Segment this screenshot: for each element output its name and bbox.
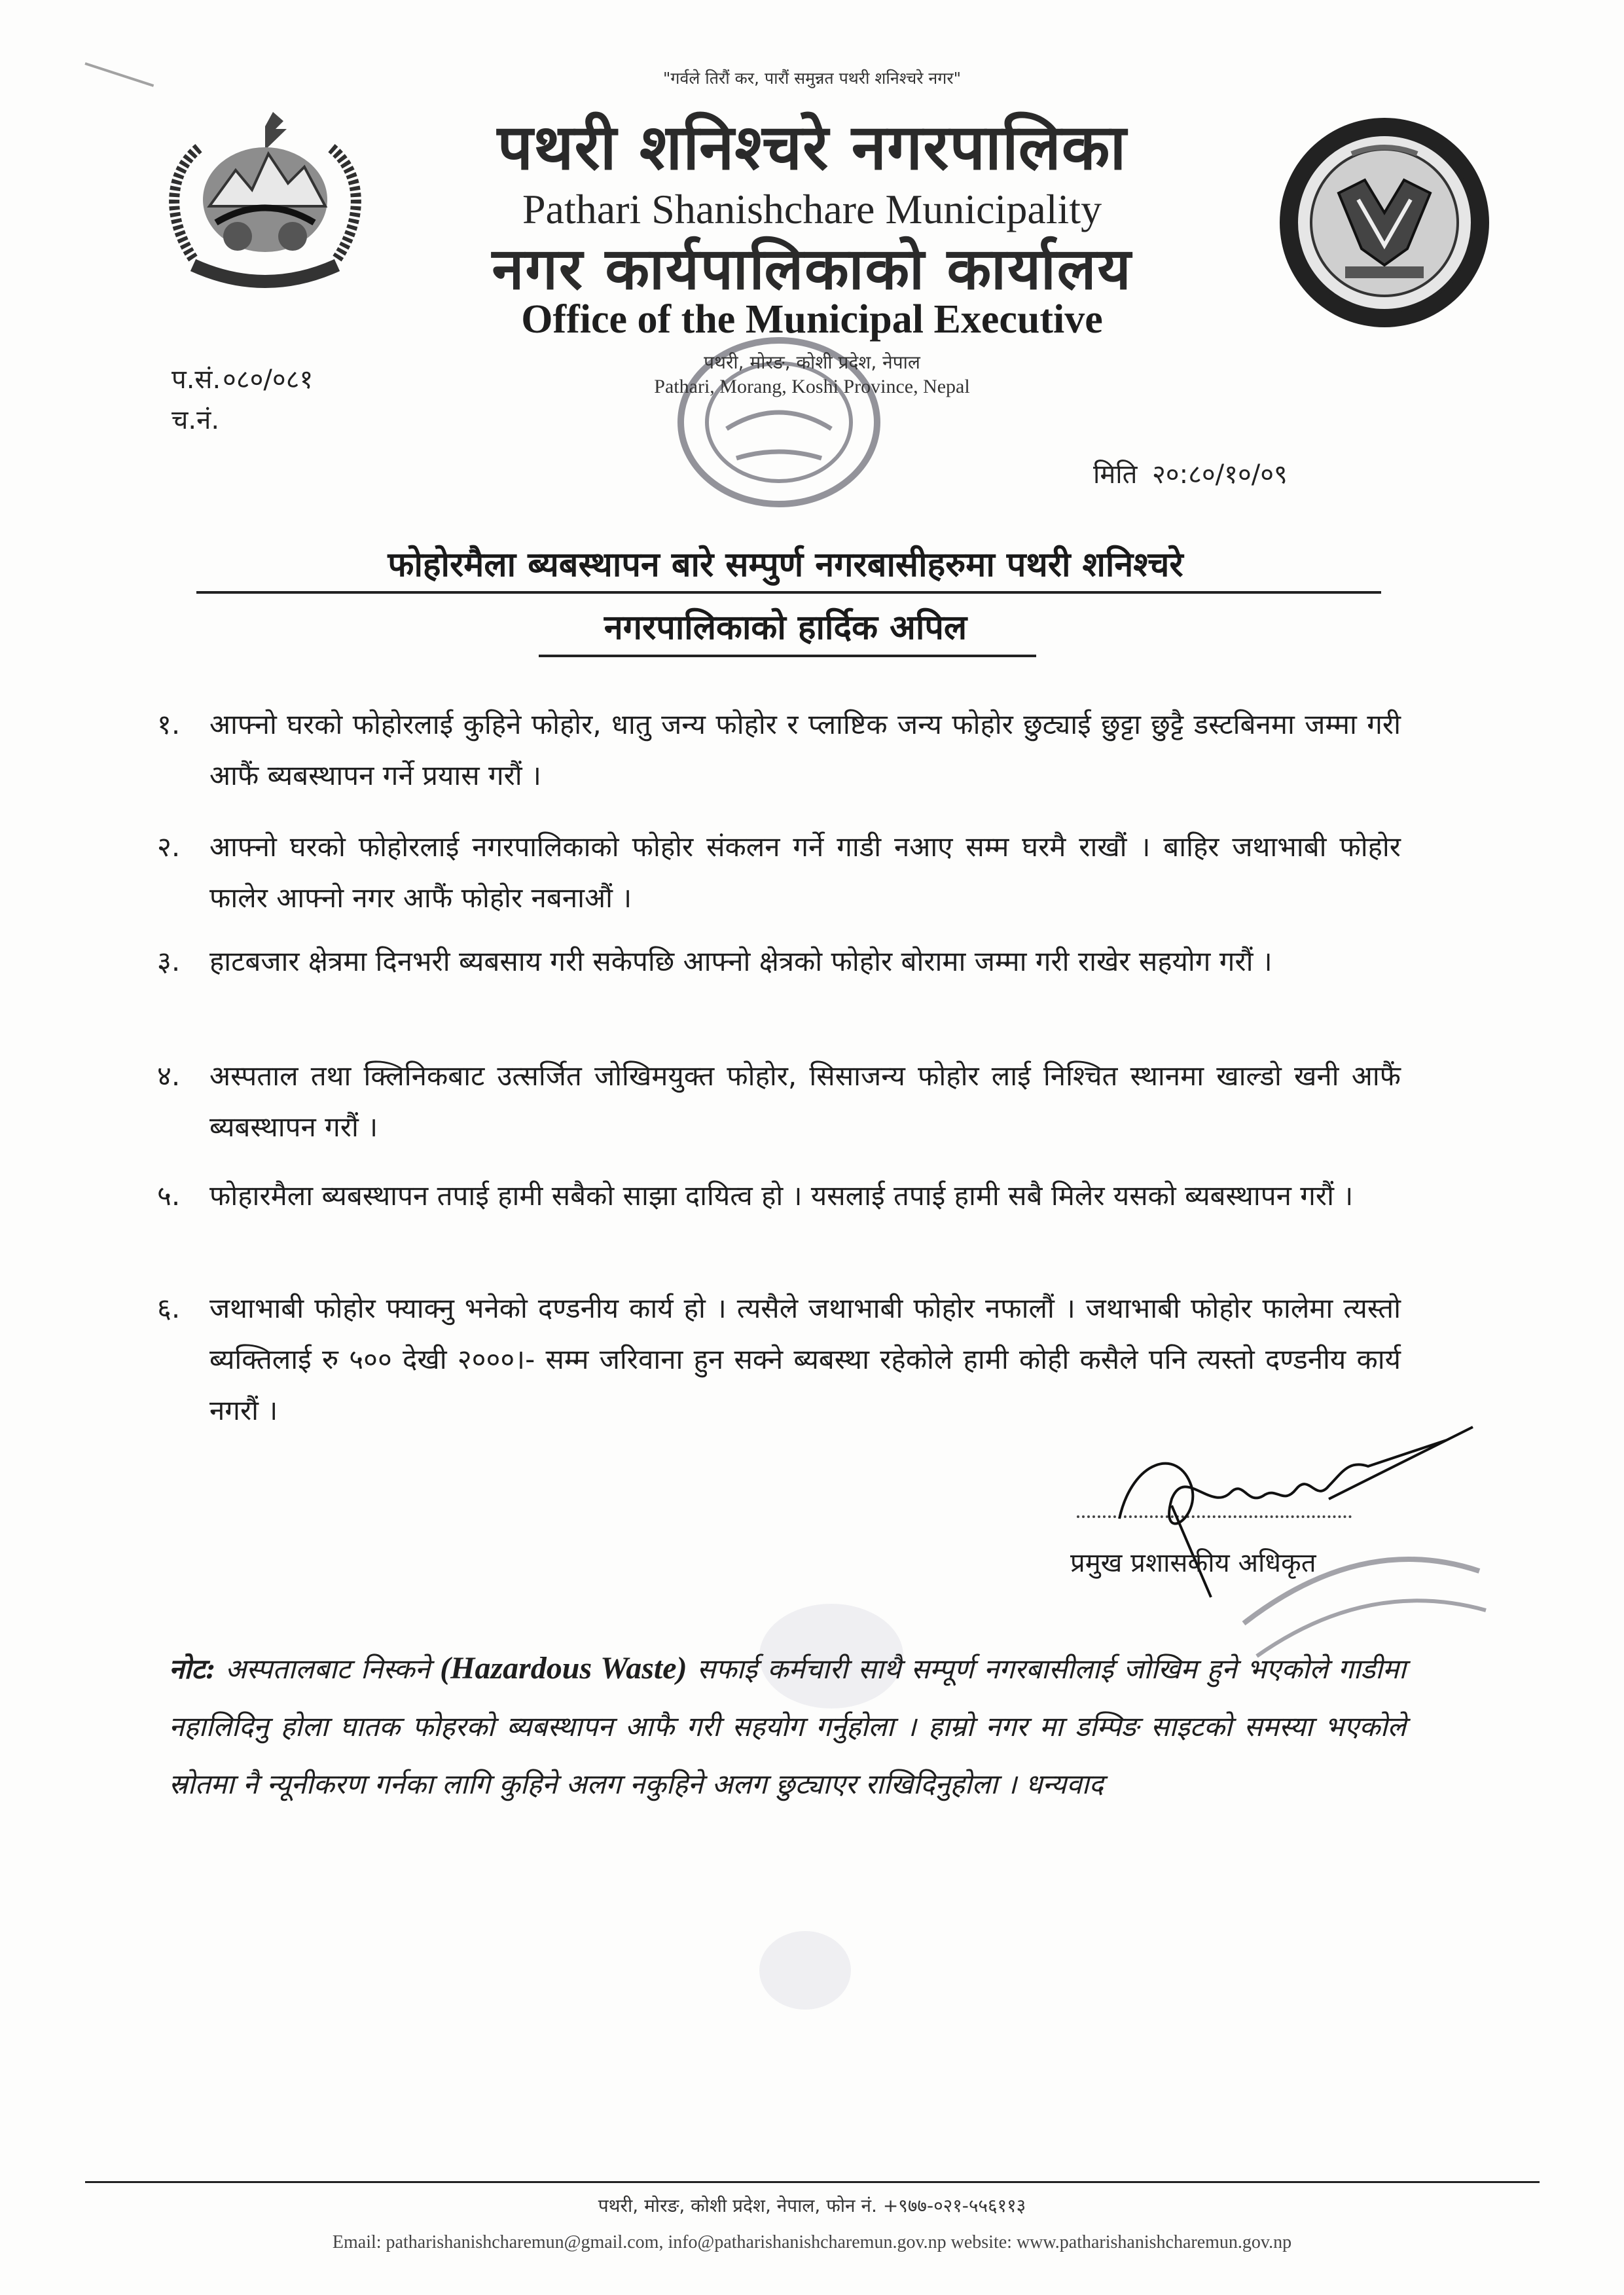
appeal-item-text: अस्पताल तथा क्लिनिकबाट उत्सर्जित जोखिमयुक्त फोहोर, सिसाजन्य फोहोर लाई निश्चित स्थानमा खाल्डो खनी आफैं ब्यबस्थापन गरौं । (209, 1060, 1401, 1143)
note-text: सफाई कर्मचारी साथै सम्पूर्ण नगरबासीलाई जोखिम हुने भएकोले गाडीमा नहालिदिनु होला घातक फोहरको ब्यबस्थापन आफै गरी सहयोग गर्नुहोला । हाम्रो नगर मा डम्पिङ साइटको समस्या भएकोले स्रोतमा नै न्यूनीकरण गर्नका लागि कुहिने अलग नकुहिने अलग छुट्याएर राखिदिनुहोला । धन्यवाद (169, 1653, 1406, 1800)
title-underline (196, 591, 1381, 594)
note-paragraph (169, 1640, 1406, 1813)
municipality-name-nepali: पथरी शनिश्चरे नगरपालिका (497, 111, 1127, 184)
appeal-item (157, 1051, 1401, 1153)
note-term: (Hazardous Waste) (440, 1651, 687, 1686)
appeal-item (157, 1170, 1401, 1221)
appeal-item-number: १. (157, 708, 181, 740)
appeal-item-number: ४. (157, 1060, 181, 1092)
note-label: नोट: (169, 1653, 215, 1685)
appeal-item-text: आफ्नो घरको फोहोरलाई कुहिने फोहोर, धातु जन्य फोहोर र प्लाष्टिक जन्य फोहोर छुट्याई छुट्टा छुट्टै डस्टबिनमा जम्मा गरी आफैं ब्यबस्थापन गर्ने प्रयास गरौं । (209, 708, 1401, 791)
footer-address: पथरी, मोरङ, कोशी प्रदेश, नेपाल, फोन नं. +९७७-०२१-५५६११३ (598, 2195, 1026, 2216)
municipality-name-english: Pathari Shanishchare Municipality (522, 186, 1102, 232)
dispatch-number-label: च.नं. (171, 405, 220, 435)
appeal-item-number: २. (157, 831, 181, 863)
notice-title (183, 533, 1388, 659)
appeal-item-number: ५. (157, 1180, 181, 1212)
office-address-english: Pathari, Morang, Koshi Province, Nepal (654, 376, 970, 397)
appeal-item (157, 699, 1401, 801)
notice-title-line: नगरपालिकाको हार्दिक अपिल (604, 608, 967, 647)
footer-divider (85, 2181, 1540, 2183)
letter-date: २०:८०/१०/०९ (1152, 460, 1288, 490)
title-underline (539, 655, 1036, 657)
signatory-title: प्रमुख प्रशासकीय अधिकृत (1070, 1548, 1316, 1578)
letter-number-label: प.सं. (171, 365, 221, 395)
notice-title-line: फोहोरमैला ब्यबस्थापन बारे सम्पुर्ण नगरबासीहरुमा पथरी शनिश्चरे (388, 545, 1183, 585)
office-name-nepali: नगर कार्यपालिकाको कार्यालय (492, 235, 1132, 302)
appeal-item-number: ६. (157, 1292, 181, 1324)
note-text: अस्पतालबाट निस्कने (225, 1653, 430, 1685)
appeal-item-number: ३. (157, 945, 181, 977)
appeal-item (157, 936, 1401, 987)
office-address-nepali: पथरी, मोरङ, कोशी प्रदेश, नेपाल (704, 352, 920, 373)
appeal-item (157, 822, 1401, 924)
appeal-item-text: आफ्नो घरको फोहोरलाई नगरपालिकाको फोहोर संकलन गर्ने गाडी नआए सम्म घरमै राखौं । बाहिर जथाभाबी फोहोर फालेर आफ्नो नगर आफैं फोहोर नबनाऔं । (209, 831, 1401, 914)
appeal-item-text: जथाभाबी फोहोर फ्याक्नु भनेको दण्डनीय कार्य हो । त्यसैले जथाभाबी फोहोर नफालौं । जथाभाबी फोहोर फालेमा त्यस्तो ब्यक्तिलाई रु ५०० देखी २०००।- सम्म जरिवाना हुन सक्ने ब्यबस्था रहेकोले हामी कोही कसैले पनि त्यस्तो दण्डनीय कार्य नगरौं । (209, 1292, 1401, 1426)
ink-smudge (759, 1931, 851, 2010)
appeal-item (157, 1283, 1401, 1436)
municipal-motto: "गर्वले तिरौं कर, पारौं समुन्नत पथरी शनिश्चरे नगर" (662, 69, 962, 88)
footer-contact: Email: patharishanishcharemun@gmail.com, info@patharishanishcharemun.gov.np website: www.patharishanishcharemun.gov.np (332, 2232, 1292, 2252)
letter-number: ०८०/०८१ (223, 365, 314, 395)
date-label: मिति (1093, 460, 1138, 490)
appeal-item-text: फोहारमैला ब्यबस्थापन तपाई हामी सबैको साझा दायित्व हो । यसलाई तपाई हामी सबै मिलेर यसको ब्यबस्थापन गरौं । (209, 1180, 1354, 1212)
appeal-item-text: हाटबजार क्षेत्रमा दिनभरी ब्यबसाय गरी सकेपछि आफ्नो क्षेत्रको फोहोर बोरामा जम्मा गरी राखेर सहयोग गरौं । (209, 945, 1272, 977)
office-name-english: Office of the Municipal Executive (521, 297, 1103, 342)
